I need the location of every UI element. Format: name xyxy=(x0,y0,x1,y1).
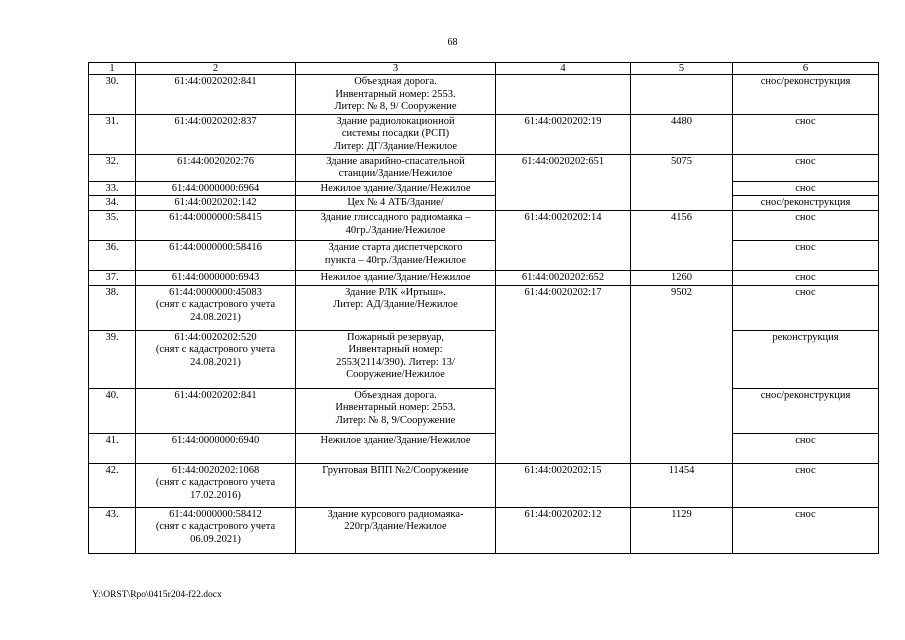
table-row xyxy=(89,154,879,181)
row-number-cell: 31. xyxy=(89,114,136,154)
area-cell: 5075 xyxy=(631,154,733,210)
area-cell: 4480 xyxy=(631,114,733,154)
object-description-cell: Объездная дорога. Инвентарный номер: 2553. Литер: № 8, 9/Сооружение xyxy=(296,388,496,433)
row-number-cell: 33. xyxy=(89,181,136,196)
action-cell: реконструкция xyxy=(733,330,879,388)
cadastral-number-cell: 61:44:0020202:841 xyxy=(136,388,296,433)
area-cell: 1129 xyxy=(631,507,733,553)
table-row xyxy=(89,240,879,270)
land-plot-cell: 61:44:0020202:19 xyxy=(496,114,631,154)
header-cell: 3 xyxy=(296,63,496,75)
cadastral-number-cell: 61:44:0000000:6940 xyxy=(136,433,296,463)
row-number-cell: 34. xyxy=(89,196,136,211)
objects-table xyxy=(88,62,879,554)
area-cell: 9502 xyxy=(631,285,733,463)
action-cell: снос/реконструкция xyxy=(733,75,879,115)
row-number-cell: 38. xyxy=(89,285,136,330)
land-plot-cell: 61:44:0020202:652 xyxy=(496,270,631,285)
land-plot-cell: 61:44:0020202:14 xyxy=(496,210,631,270)
action-cell: снос xyxy=(733,270,879,285)
row-number-cell: 37. xyxy=(89,270,136,285)
table-row xyxy=(89,114,879,154)
cadastral-number-cell: 61:44:0000000:6943 xyxy=(136,270,296,285)
cadastral-number-cell: 61:44:0020202:76 xyxy=(136,154,296,181)
row-number-cell: 40. xyxy=(89,388,136,433)
action-cell: снос xyxy=(733,285,879,330)
row-number-cell: 35. xyxy=(89,210,136,240)
row-number-cell: 43. xyxy=(89,507,136,553)
object-description-cell: Пожарный резервуар, Инвентарный номер: 2553(2114/390). Литер: 13/ Сооружение/Нежилое xyxy=(296,330,496,388)
cadastral-number-cell: 61:44:0000000:58415 xyxy=(136,210,296,240)
object-description-cell: Цех № 4 АТБ/Здание/ xyxy=(296,196,496,211)
table-row xyxy=(89,388,879,433)
header-cell: 6 xyxy=(733,63,879,75)
object-description-cell: Нежилое здание/Здание/Нежилое xyxy=(296,270,496,285)
area-cell: 11454 xyxy=(631,463,733,507)
cadastral-number-cell: 61:44:0000000:6964 xyxy=(136,181,296,196)
page-number: 68 xyxy=(447,37,458,48)
object-description-cell: Грунтовая ВПП №2/Сооружение xyxy=(296,463,496,507)
land-plot-cell: 61:44:0020202:651 xyxy=(496,154,631,210)
cadastral-number-cell: 61:44:0020202:1068 (снят с кадастрового учета 17.02.2016) xyxy=(136,463,296,507)
cadastral-number-cell: 61:44:0000000:58412 (снят с кадастрового учета 06.09.2021) xyxy=(136,507,296,553)
header-cell: 1 xyxy=(89,63,136,75)
table-row xyxy=(89,75,879,115)
table-row xyxy=(89,210,879,240)
object-description-cell: Здание курсового радиомаяка- 220гр/Здание/Нежилое xyxy=(296,507,496,553)
row-number-cell: 42. xyxy=(89,463,136,507)
action-cell: снос xyxy=(733,181,879,196)
cadastral-number-cell: 61:44:0000000:45083 (снят с кадастрового учета 24.08.2021) xyxy=(136,285,296,330)
table-row xyxy=(89,181,879,196)
row-number-cell: 30. xyxy=(89,75,136,115)
area-cell: 4156 xyxy=(631,210,733,270)
row-number-cell: 39. xyxy=(89,330,136,388)
row-number-cell: 41. xyxy=(89,433,136,463)
header-row xyxy=(89,63,879,75)
action-cell: снос xyxy=(733,433,879,463)
cadastral-number-cell: 61:44:0020202:837 xyxy=(136,114,296,154)
header-cell: 2 xyxy=(136,63,296,75)
table-row xyxy=(89,330,879,388)
object-description-cell: Здание старта диспетчерского пункта – 40гр./Здание/Нежилое xyxy=(296,240,496,270)
land-plot-cell: 61:44:0020202:12 xyxy=(496,507,631,553)
action-cell: снос xyxy=(733,154,879,181)
action-cell: снос xyxy=(733,114,879,154)
cadastral-number-cell: 61:44:0020202:142 xyxy=(136,196,296,211)
action-cell: снос/реконструкция xyxy=(733,196,879,211)
cadastral-number-cell: 61:44:0020202:841 xyxy=(136,75,296,115)
table-row xyxy=(89,270,879,285)
action-cell: снос xyxy=(733,463,879,507)
action-cell: снос/реконструкция xyxy=(733,388,879,433)
table-row xyxy=(89,463,879,507)
table-row xyxy=(89,433,879,463)
object-description-cell: Здание радиолокационной системы посадки (РСП) Литер: ДГ/Здание/Нежилое xyxy=(296,114,496,154)
file-path-footer: Y:\ORST\Rpo\0415r204-f22.docx xyxy=(92,590,222,600)
land-plot-cell: 61:44:0020202:17 xyxy=(496,285,631,463)
row-number-cell: 32. xyxy=(89,154,136,181)
action-cell: снос xyxy=(733,210,879,240)
object-description-cell: Нежилое здание/Здание/Нежилое xyxy=(296,181,496,196)
table-row xyxy=(89,285,879,330)
action-cell: снос xyxy=(733,507,879,553)
object-description-cell: Нежилое здание/Здание/Нежилое xyxy=(296,433,496,463)
land-plot-cell: 61:44:0020202:15 xyxy=(496,463,631,507)
object-description-cell: Здание глиссадного радиомаяка – 40гр./Здание/Нежилое xyxy=(296,210,496,240)
land-plot-cell xyxy=(496,75,631,115)
cadastral-number-cell: 61:44:0020202:520 (снят с кадастрового учета 24.08.2021) xyxy=(136,330,296,388)
action-cell: снос xyxy=(733,240,879,270)
table-row xyxy=(89,196,879,211)
row-number-cell: 36. xyxy=(89,240,136,270)
area-cell: 1260 xyxy=(631,270,733,285)
area-cell xyxy=(631,75,733,115)
header-cell: 5 xyxy=(631,63,733,75)
header-cell: 4 xyxy=(496,63,631,75)
object-description-cell: Здание РЛК «Иртыш». Литер: АД/Здание/Нежилое xyxy=(296,285,496,330)
table-row xyxy=(89,507,879,553)
object-description-cell: Объездная дорога. Инвентарный номер: 2553. Литер: № 8, 9/ Сооружение xyxy=(296,75,496,115)
object-description-cell: Здание аварийно-спасательной станции/Здание/Нежилое xyxy=(296,154,496,181)
cadastral-number-cell: 61:44:0000000:58416 xyxy=(136,240,296,270)
